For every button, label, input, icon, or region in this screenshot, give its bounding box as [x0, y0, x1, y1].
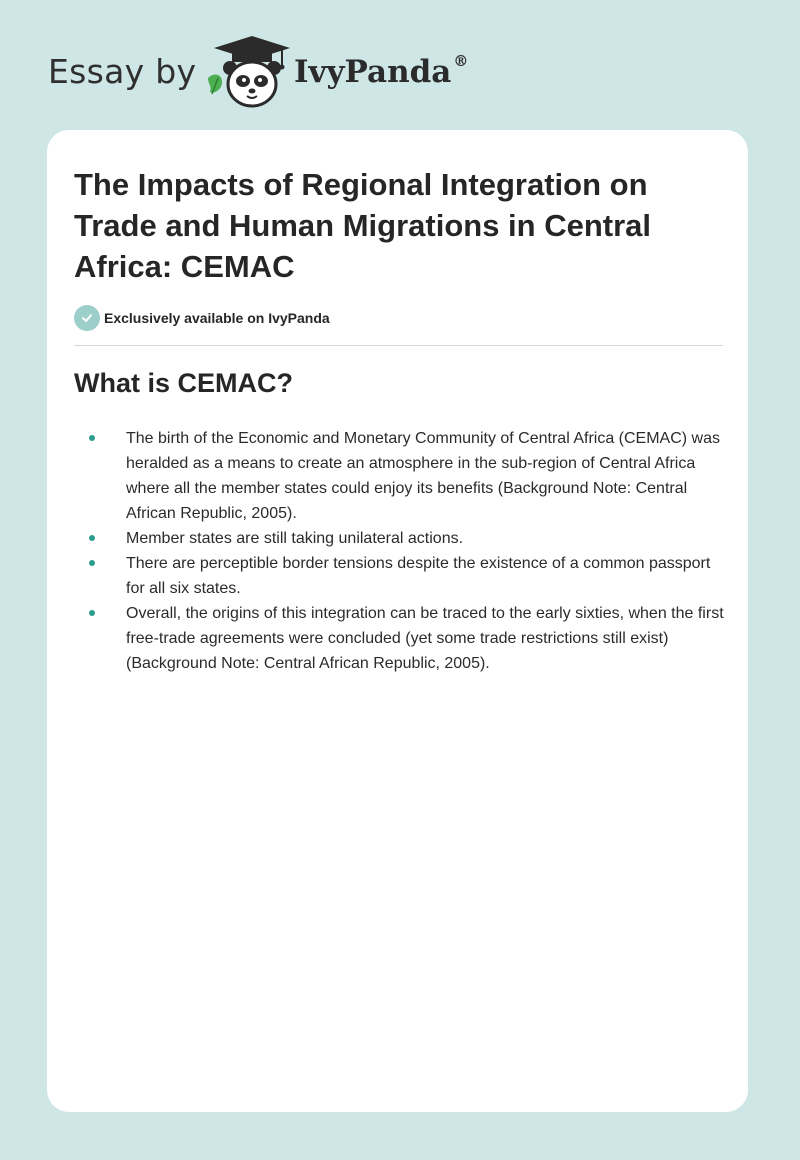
panda-graduate-icon[interactable] — [200, 34, 292, 110]
list-item — [74, 601, 724, 676]
bullet-list — [74, 426, 724, 676]
list-item-text: There are perceptible border tensions despite the existence of a common passport for all six states. — [126, 555, 711, 597]
list-item-text: The birth of the Economic and Monetary Community of Central Africa (CEMAC) was heralded as a means to create an atmosphere in the sub-region of Central Africa where all the member states could enjoy its benefits (Background Note: Central African Republic, 2005). — [126, 430, 720, 522]
brand-text: IvyPanda — [294, 54, 452, 90]
bullet-icon — [89, 610, 95, 616]
essay-by-label: Essay by — [48, 52, 197, 91]
bullet-icon — [89, 535, 95, 541]
bullet-icon — [89, 560, 95, 566]
brand-name[interactable] — [294, 54, 468, 90]
list-item-text: Overall, the origins of this integration can be traced to the early sixties, when the first free-trade agreements were concluded (yet some trade restrictions still exist) (Background Note: Central African Republic, 2005). — [126, 605, 724, 672]
list-item-text: Member states are still taking unilateral actions. — [126, 530, 464, 547]
list-item — [74, 526, 724, 551]
essay-card — [47, 130, 748, 1112]
check-icon — [74, 305, 100, 331]
list-item — [74, 426, 724, 526]
exclusive-label: Exclusively available on IvyPanda — [104, 310, 330, 326]
section-heading: What is CEMAC? — [74, 368, 293, 398]
list-item — [74, 551, 724, 601]
registered-mark: ® — [453, 52, 469, 70]
exclusive-badge — [74, 305, 330, 331]
page-title: The Impacts of Regional Integration on Trade and Human Migrations in Central Africa: CEMAC — [74, 167, 652, 284]
site-header — [48, 34, 748, 110]
bullet-icon — [89, 435, 95, 441]
divider — [74, 345, 723, 346]
